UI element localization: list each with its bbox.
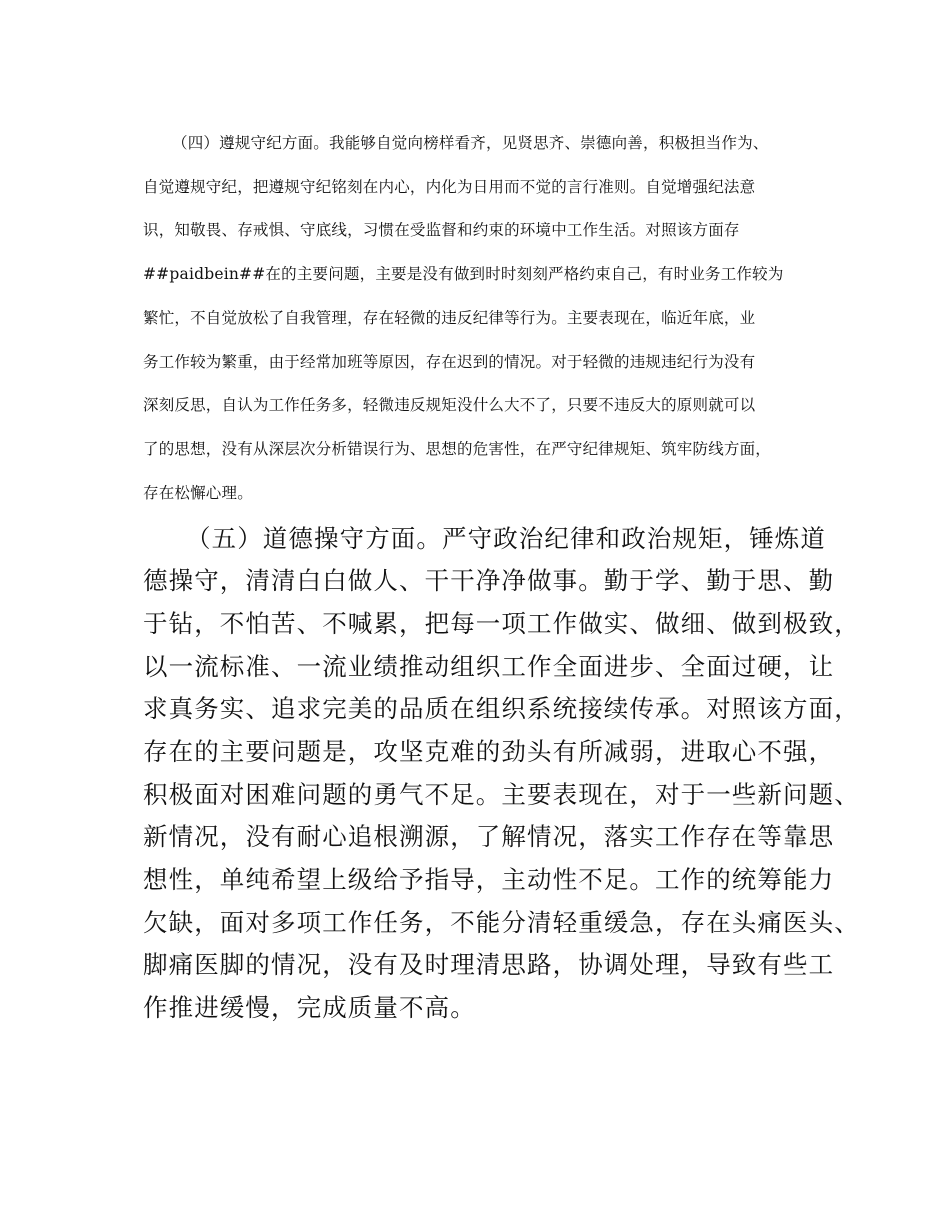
paragraph-line: 于钻，不怕苦、不喊累，把每一项工作做实、做细、做到极致， — [143, 609, 860, 638]
paragraph-line: 深刻反思，自认为工作任务多，轻微违反规矩没什么大不了，只要不违反大的原则就可以 — [143, 396, 756, 414]
paragraph-line: 以一流标准、一流业绩推动组织工作全面进步、全面过硬，让 — [143, 652, 835, 681]
paragraph-line: 繁忙，不自觉放松了自我管理，存在轻微的违反纪律等行为。主要表现在，临近年底，业 — [143, 309, 756, 327]
paragraph-line: 了的思想，没有从深层次分析错误行为、思想的危害性，在严守纪律规矩、筑牢防线方面， — [143, 440, 772, 458]
paragraph-line: 识，知敬畏、存戒惧、守底线，习惯在受监督和约束的环境中工作生活。对照该方面存 — [143, 221, 740, 239]
paragraph-line: 新情况，没有耐心追根溯源，了解情况，落实工作存在等靠思 — [143, 822, 835, 851]
paragraph-line: 自觉遵规守纪，把遵规守纪铭刻在内心，内化为日用而不觉的言行准则。自觉增强纪法意 — [143, 178, 756, 196]
paragraph-line: （五）道德操守方面。严守政治纪律和政治规矩，锤炼道 — [186, 524, 826, 553]
paragraph-line: 脚痛医脚的情况，没有及时理清思路，协调处理，导致有些工 — [143, 950, 835, 979]
paragraph-line: 想性，单纯希望上级给予指导，主动性不足。工作的统筹能力 — [143, 865, 835, 894]
paragraph-line: 务工作较为繁重，由于经常加班等原因，存在迟到的情况。对于轻微的违规违纪行为没有 — [143, 353, 756, 371]
paragraph-line: 存在松懈心理。 — [143, 484, 253, 502]
paragraph-line: 求真务实、追求完美的品质在组织系统接续传承。对照该方面， — [143, 694, 860, 723]
paragraph-line: 积极面对困难问题的勇气不足。主要表现在，对于一些新问题、 — [143, 780, 860, 809]
paragraph-line: ##paidbein##在的主要问题，主要是没有做到时时刻刻严格约束自己，有时业务工作较为 — [143, 265, 784, 283]
paragraph-line: 存在的主要问题是，攻坚克难的劲头有所减弱，进取心不强， — [143, 737, 835, 766]
paragraph-line: 德操守，清清白白做人、干干净净做事。勤于学、勤于思、勤 — [143, 566, 835, 595]
paragraph-line: 作推进缓慢，完成质量不高。 — [143, 993, 476, 1022]
paragraph-line: （四）遵规守纪方面。我能够自觉向榜样看齐，见贤思齐、崇德向善，积极担当作为、 — [172, 134, 769, 152]
paragraph-line: 欠缺，面对多项工作任务，不能分清轻重缓急，存在头痛医头、 — [143, 908, 860, 937]
